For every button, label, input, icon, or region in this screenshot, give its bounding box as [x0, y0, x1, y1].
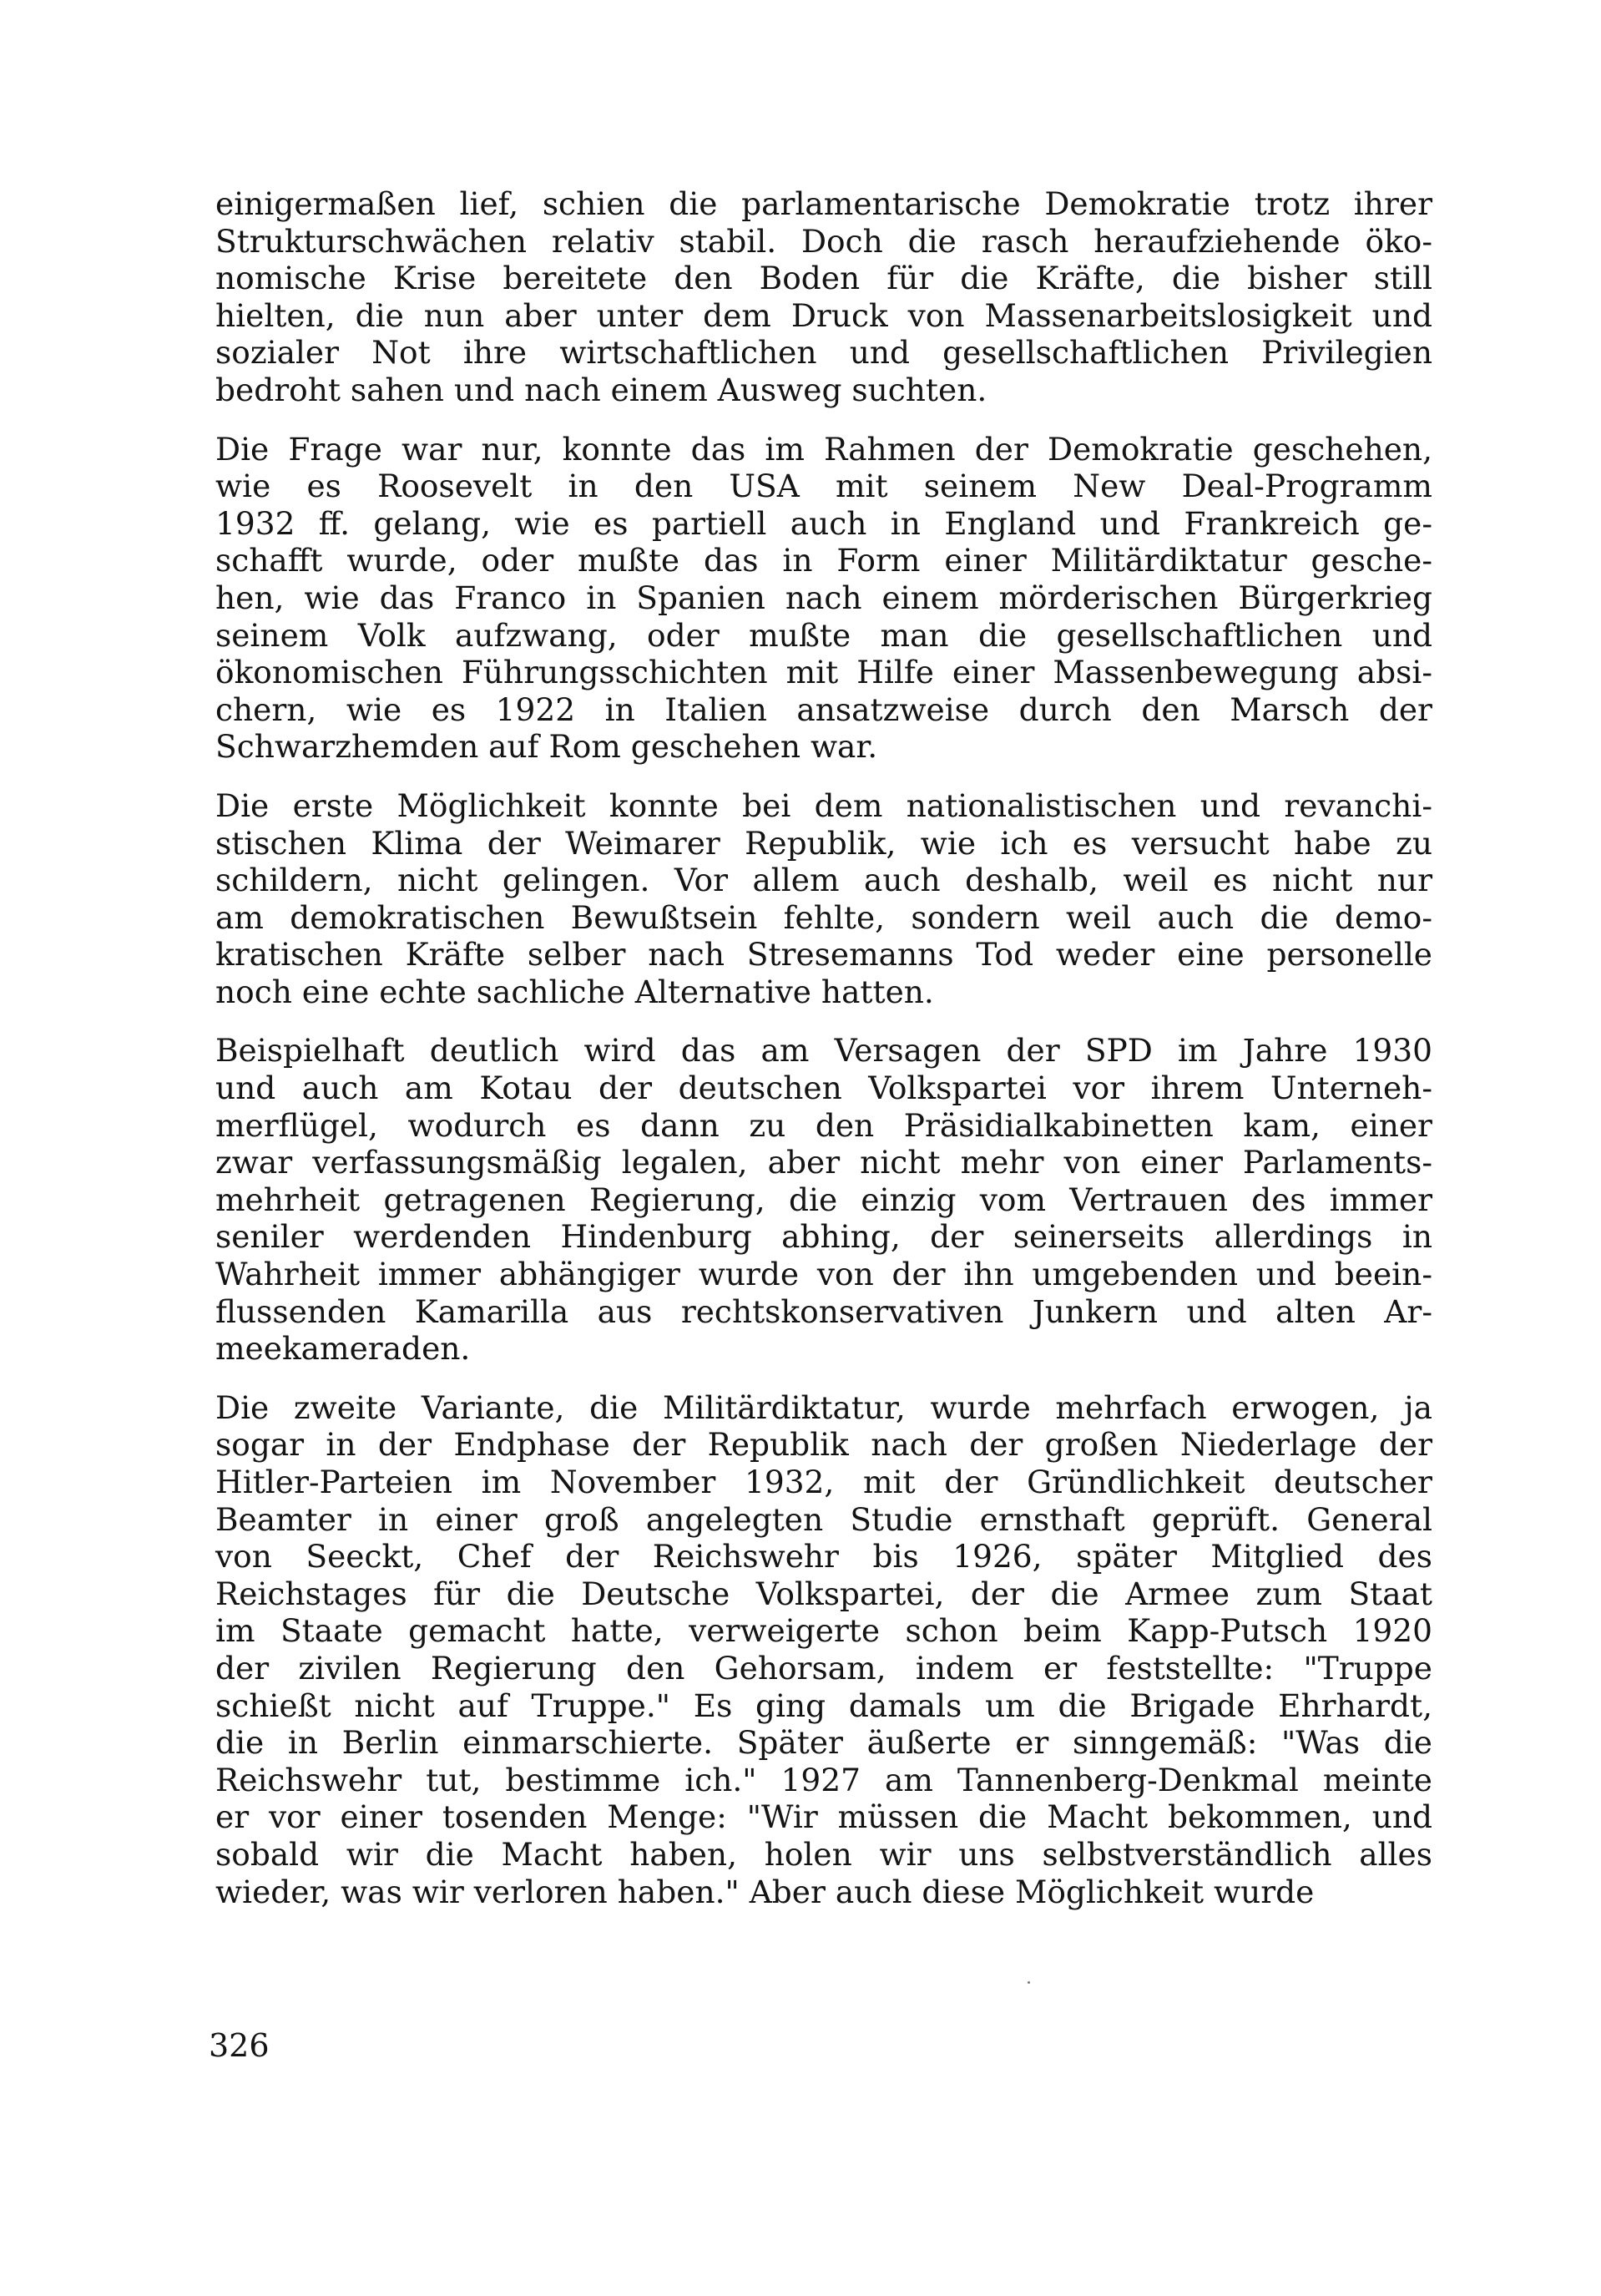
text-line: hen, wie das Franco in Spanien nach einem mörderischen Bürgerkrieg [215, 579, 1432, 616]
text-line: und auch am Kotau der deutschen Volkspartei vor ihrem Unterneh- [215, 1070, 1432, 1107]
text-line: merflügel, wodurch es dann zu den Präsidialkabinetten kam, einer [215, 1106, 1432, 1144]
paragraph [215, 787, 1432, 1011]
paragraph [215, 1389, 1432, 1910]
text-line: im Staate gemacht hatte, verweigerte schon beim Kapp-Putsch 1920 [215, 1612, 1432, 1650]
text-line: zwar verfassungsmäßig legalen, aber nicht mehr von einer Parlaments- [215, 1144, 1432, 1181]
text-line: Wahrheit immer abhängiger wurde von der ihn umgebenden und beein- [215, 1256, 1432, 1293]
text-line: die in Berlin einmarschierte. Später äußerte er sinngemäß: "Was die [215, 1724, 1432, 1762]
text-line: er vor einer tosenden Menge: "Wir müssen die Macht bekommen, und [215, 1798, 1432, 1836]
text-line: schafft wurde, oder mußte das in Form einer Militärdiktatur gesche- [215, 542, 1432, 579]
text-line: schildern, nicht gelingen. Vor allem auch deshalb, weil es nicht nur [215, 862, 1432, 899]
text-line: Die Frage war nur, konnte das im Rahmen der Demokratie geschehen, [215, 430, 1432, 468]
text-line: wie es Roosevelt in den USA mit seinem New Deal-Programm [215, 468, 1432, 505]
text-line: sogar in der Endphase der Republik nach der großen Niederlage der [215, 1426, 1432, 1464]
text-line: Beamter in einer groß angelegten Studie ernsthaft geprüft. General [215, 1500, 1432, 1538]
text-line: hielten, die nun aber unter dem Druck von Massenarbeitslosigkeit und [215, 296, 1432, 334]
text-line: sozialer Not ihre wirtschaftlichen und gesellschaftlichen Privilegien [215, 334, 1432, 372]
body-text [215, 185, 1432, 1932]
text-line: schießt nicht auf Truppe." Es ging damals um die Brigade Ehrhardt, [215, 1687, 1432, 1724]
text-line: ökonomischen Führungsschichten mit Hilfe einer Massenbewegung absi- [215, 654, 1432, 691]
text-line: seniler werdenden Hindenburg abhing, der seinerseits allerdings in [215, 1218, 1432, 1256]
text-line: kratischen Kräfte selber nach Stresemanns Tod weder eine personelle [215, 936, 1432, 974]
text-line: seinem Volk aufzwang, oder mußte man die gesellschaftlichen und [215, 616, 1432, 654]
text-line: flussenden Kamarilla aus rechtskonservativen Junkern und alten Ar- [215, 1292, 1432, 1330]
text-line: der zivilen Regierung den Gehorsam, indem er feststellte: "Truppe [215, 1649, 1432, 1687]
paragraph [215, 1032, 1432, 1367]
page-number: 326 [209, 2027, 270, 2064]
text-line: Schwarzhemden auf Rom geschehen war. [215, 728, 878, 766]
scan-speck [1028, 1981, 1030, 1984]
text-line: Reichswehr tut, bestimme ich." 1927 am Tannenberg-Denkmal meinte [215, 1761, 1432, 1798]
text-line: am demokratischen Bewußtsein fehlte, sondern weil auch die demo- [215, 898, 1432, 936]
paragraph [215, 431, 1432, 766]
text-line: wieder, was wir verloren haben." Aber auch diese Möglichkeit wurde [215, 1873, 1315, 1910]
text-line: bedroht sahen und nach einem Ausweg suchten. [215, 371, 987, 408]
text-line: sobald wir die Macht haben, holen wir uns selbstverständlich alles [215, 1835, 1432, 1873]
text-line: von Seeckt, Chef der Reichswehr bis 1926, später Mitglied des [215, 1538, 1432, 1575]
text-line: 1932 ff. gelang, wie es partiell auch in England und Frankreich ge- [215, 504, 1432, 542]
text-line: Reichstages für die Deutsche Volkspartei, der die Armee zum Staat [215, 1575, 1432, 1612]
text-line: mehrheit getragenen Regierung, die einzig vom Vertrauen des immer [215, 1181, 1432, 1218]
text-line: noch eine echte sachliche Alternative hatten. [215, 973, 934, 1010]
text-line: Strukturschwächen relativ stabil. Doch die rasch heraufziehende öko- [215, 222, 1432, 260]
text-line: einigermaßen lief, schien die parlamentarische Demokratie trotz ihrer [215, 185, 1432, 222]
text-line: Beispielhaft deutlich wird das am Versagen der SPD im Jahre 1930 [215, 1032, 1432, 1070]
text-line: Die erste Möglichkeit konnte bei dem nationalistischen und revanchi- [215, 786, 1432, 824]
text-line: nomische Krise bereitete den Boden für die Kräfte, die bisher still [215, 260, 1432, 297]
text-line: stischen Klima der Weimarer Republik, wie ich es versucht habe zu [215, 824, 1432, 862]
text-line: Die zweite Variante, die Militärdiktatur, wurde mehrfach erwogen, ja [215, 1388, 1432, 1426]
paragraph [215, 185, 1432, 409]
text-line: Hitler-Parteien im November 1932, mit der Gründlichkeit deutscher [215, 1464, 1432, 1500]
text-line: meekameraden. [215, 1330, 471, 1368]
text-line: chern, wie es 1922 in Italien ansatzweise durch den Marsch der [215, 690, 1432, 728]
